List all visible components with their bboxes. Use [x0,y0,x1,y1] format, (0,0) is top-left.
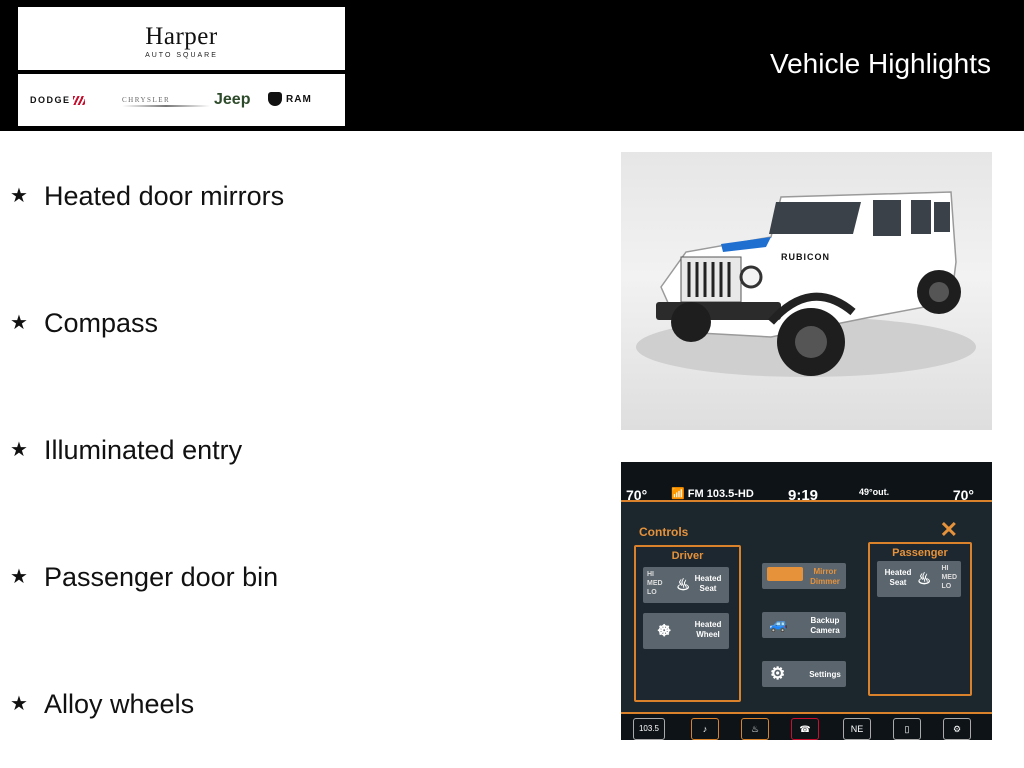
level-lo: LO [647,589,657,596]
star-icon: ★ [10,185,28,207]
heated-wheel-label: Heated Wheel [694,620,722,639]
jeep-wrangler-image [621,152,992,430]
settings-label: Settings [809,670,841,679]
feature-label: Heated door mirrors [44,181,285,211]
mirror-dimmer-label: Mirror Dimmer [810,567,840,586]
media-tab-icon[interactable]: ♪ [691,718,719,740]
passenger-heated-seat-button[interactable] [877,561,961,597]
chrysler-wing-icon [122,105,210,107]
feature-label: Passenger door bin [44,562,279,592]
dodge-logo [30,74,85,126]
controls-tab-icon[interactable]: ♨ [741,718,769,740]
brand-logos [18,74,345,126]
feature-item [10,430,242,470]
controls-title: Controls [639,525,689,539]
status-bar [621,462,992,502]
heated-seat-icon: ♨ [917,571,932,588]
backup-camera-button[interactable] [762,612,846,638]
dodge-stripes-icon [73,96,85,105]
seat-level-indicator [647,570,663,597]
phone-tab-icon[interactable]: ☎ [791,718,819,740]
close-icon[interactable]: ✕ [939,517,958,542]
feature-item [10,557,278,597]
level-lo: LO [941,583,952,590]
passenger-heated-seat-label: Heated Seat [884,568,912,587]
feature-item [10,176,284,216]
passenger-panel-title: Passenger [892,547,948,559]
apps-tab-icon[interactable]: ▯ [893,718,921,740]
feature-label: Illuminated entry [44,435,243,465]
level-hi: HI [647,571,654,578]
jeep-logo: Jeep [214,91,251,108]
level-hi: HI [941,565,949,572]
driver-panel [634,545,741,702]
passenger-panel [868,542,972,696]
feature-list [0,131,600,768]
feature-label: Alloy wheels [44,689,195,719]
radio-tab[interactable]: 103.5 [633,718,665,740]
level-med: MED [941,574,957,581]
driver-temp[interactable]: 70° [626,487,648,503]
clock: 9:19 [788,487,819,504]
ram-wordmark: RAM [286,94,312,105]
mirror-dimmer-button[interactable] [762,563,846,589]
heated-wheel-button[interactable] [643,613,729,649]
heated-seat-icon: ♨ [676,577,691,594]
star-icon: ★ [10,312,28,334]
feature-item [10,684,194,724]
settings-button[interactable] [762,661,846,687]
heated-wheel-icon: ☸ [657,623,672,640]
backup-camera-label: Backup Camera [810,616,840,635]
feature-label: Compass [44,308,159,338]
passenger-temp[interactable]: 70° [952,487,974,503]
ram-logo [268,74,312,126]
outside-temp: 49°out. [859,487,890,497]
dealer-name: Harper [145,23,218,50]
page-title: Vehicle Highlights [769,48,991,79]
vehicle-photo[interactable] [621,152,992,430]
level-med: MED [647,580,663,587]
dealer-logo[interactable] [18,7,345,70]
driver-heated-seat-button[interactable] [643,567,729,603]
dodge-wordmark: DODGE [30,95,71,105]
settings-tab-icon[interactable]: ⚙ [943,718,971,740]
gear-icon: ⚙ [770,664,786,683]
seat-level-indicator [941,564,957,591]
bottom-nav-bar [621,712,992,740]
feature-item [10,303,158,343]
star-icon: ★ [10,693,28,715]
radio-station-label: FM 103.5-HD [687,488,754,500]
mirror-icon [767,567,803,581]
star-icon: ★ [10,439,28,461]
header-bar [0,0,1024,131]
star-icon: ★ [10,566,28,588]
driver-panel-title: Driver [671,550,704,562]
driver-heated-seat-label: Heated Seat [694,574,722,593]
rubicon-badge: RUBICON [781,252,830,262]
infotainment-screen [621,462,992,740]
chrysler-logo: CHRYSLER [122,96,171,104]
radio-station[interactable]: 📶 FM 103.5-HD [671,488,754,500]
dealer-subtitle: AUTO SQUARE [145,52,218,59]
nav-tab[interactable]: NE [843,718,871,740]
camera-car-icon: 🚙 [769,616,788,633]
ram-head-icon [268,92,282,106]
